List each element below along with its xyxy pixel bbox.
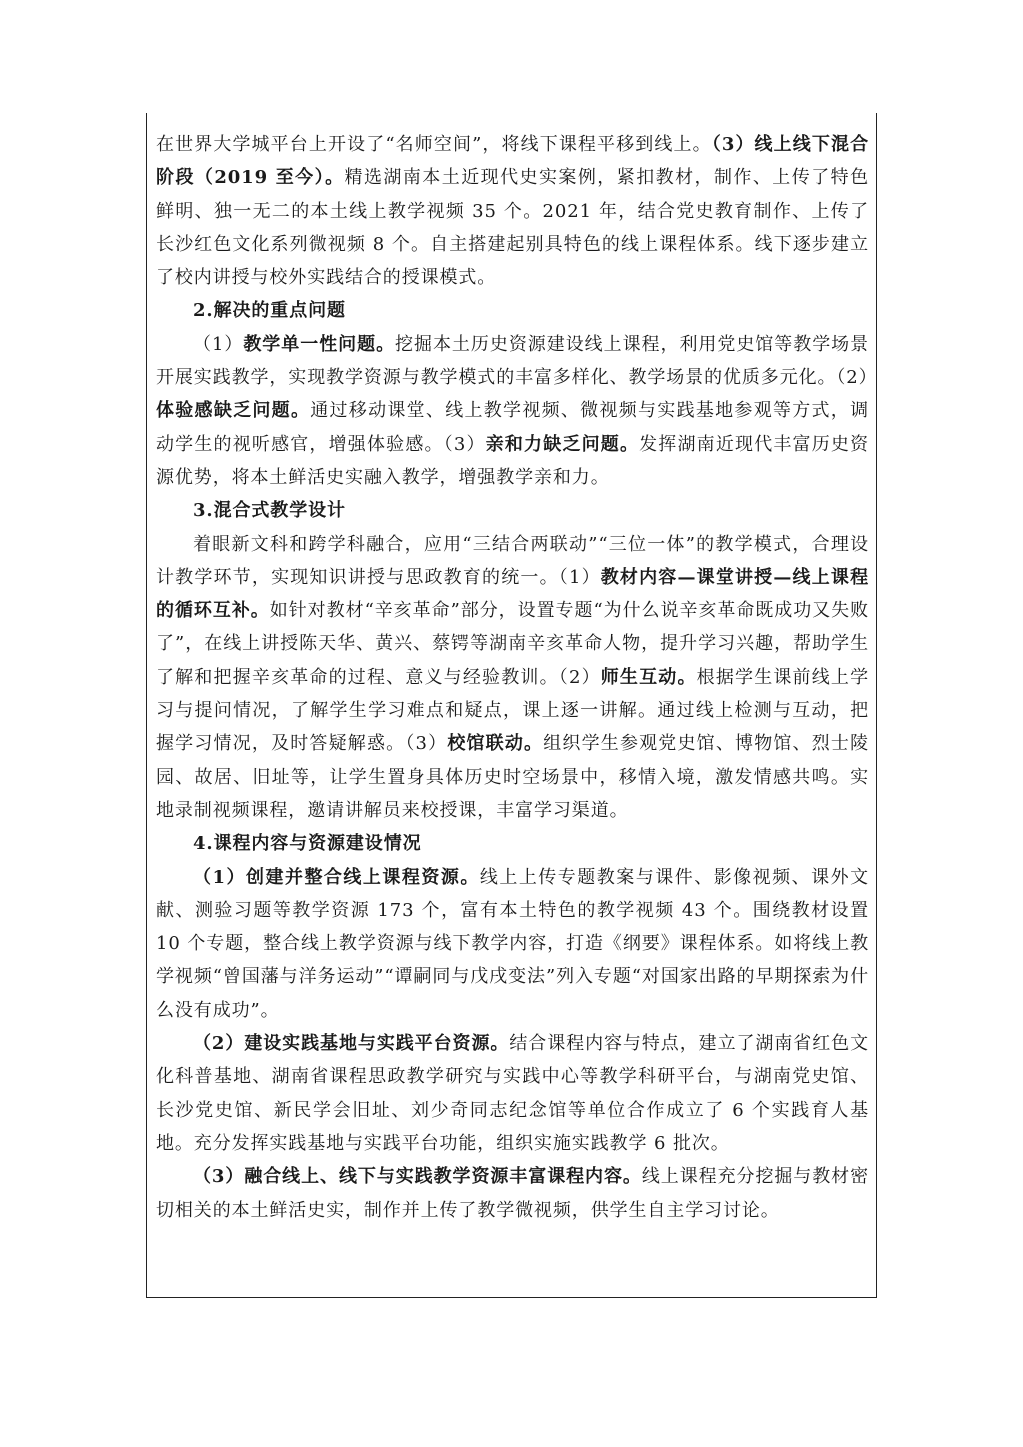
bold-phrase: （1）创建并整合线上课程资源。: [193, 866, 480, 888]
paragraph-integrated-resources: （3）融合线上、线下与实践教学资源丰富课程内容。线上课程充分挖掘与教材密切相关的本土鲜活史实，制作并上传了教学微视频，供学生自主学习讨论。: [156, 1166, 869, 1221]
bold-phrase: 教学单一性问题。: [243, 333, 396, 355]
bold-phrase: （2）建设实践基地与实践平台资源。: [193, 1033, 510, 1055]
section-heading-key-problems: 2.解决的重点问题: [193, 300, 346, 322]
section-heading-blended-design: 3.混合式教学设计: [193, 500, 346, 522]
bold-phrase: （3）融合线上、线下与实践教学资源丰富课程内容。: [193, 1166, 642, 1188]
bold-phrase: 师生互动。: [600, 666, 697, 688]
paragraph-practice-bases: （2）建设实践基地与实践平台资源。结合课程内容与特点，建立了湖南省红色文化科普基地、湖南省课程思政教学研究与实践中心等教学科研平台，与湖南党史馆、长沙党史馆、新民学会旧址、刘少奇同志纪念馆等单位合作成立了 6 个实践育人基地。充分发挥实践基地与实践平台功能，组织实施实践教学 6 批次。: [156, 1033, 869, 1154]
paragraph-blended-design: 着眼新文科和跨学科融合，应用“三结合两联动”“三位一体”的教学模式，合理设计教学环节，实现知识讲授与思政教育的统一。（1）教材内容—课堂讲授—线上课程的循环互补。如针对教材“辛亥革命”部分，设置专题“为什么说辛亥革命既成功又失败了”，在线上讲授陈天华、黄兴、蔡锷等湖南辛亥革命人物，提升学习兴趣，帮助学生了解和把握辛亥革命的过程、意义与经验教训。（2）师生互动。根据学生课前线上学习与提问情况，了解学生学习难点和疑点，课上逐一讲解。通过线上检测与互动，把握学习情况，及时答疑解惑。（3）校馆联动。组织学生参观党史馆、博物馆、烈士陵园、故居、旧址等，让学生置身具体历史时空场景中，移情入境，激发情感共鸣。实地录制视频课程，邀请讲解员来校授课，丰富学习渠道。: [156, 533, 869, 821]
bold-phrase: 校馆联动。: [447, 733, 544, 755]
bold-phrase: （3）线上线下混合阶段（2019 至今）。: [156, 134, 870, 189]
bold-phrase: 教材内容—课堂讲授—线上课程的循环互补。: [156, 566, 869, 622]
paragraph-online-resources: （1）创建并整合线上课程资源。线上上传专题教案与课件、影像视频、课外文献、测验习题等教学资源 173 个，富有本土特色的教学视频 43 个。围绕教材设置 10 个专题，整合线上教学资源与线下教学内容，打造《纲要》课程体系。如将线上教学视频“曾国藩与洋务运动”“谭嗣同与戊戌变法”列入专题“对国家出路的早期探索为什么没有成功”。: [156, 866, 870, 1021]
section-heading-course-resources: 4.课程内容与资源建设情况: [193, 833, 422, 855]
bold-phrase: 体验感缺乏问题。: [156, 400, 311, 422]
paragraph-online-stage: 在世界大学城平台上开设了“名师空间”，将线下课程平移到线上。（3）线上线下混合阶段（2019 至今）。精选湖南本土近现代史实案例，紧扣教材，制作、上传了特色鲜明、独一无二的本土线上教学视频 35 个。2021 年，结合党史教育制作、上传了长沙红色文化系列微视频 8 个。自主搭建起别具特色的线上课程体系。线下逐步建立了校内讲授与校外实践结合的授课模式。: [156, 134, 870, 289]
bold-phrase: 亲和力缺乏问题。: [485, 433, 640, 455]
document-body: [156, 128, 878, 1227]
paragraph-key-problems: （1）教学单一性问题。挖掘本土历史资源建设线上课程，利用党史馆等教学场景开展实践教学，实现教学资源与教学模式的丰富多样化、教学场景的优质多元化。（2）体验感缺乏问题。通过移动课堂、线上教学视频、微视频与实践基地参观等方式，调动学生的视听感官，增强体验感。（3）亲和力缺乏问题。发挥湖南近现代丰富历史资源优势，将本土鲜活史实融入教学，增强教学亲和力。: [156, 333, 878, 488]
